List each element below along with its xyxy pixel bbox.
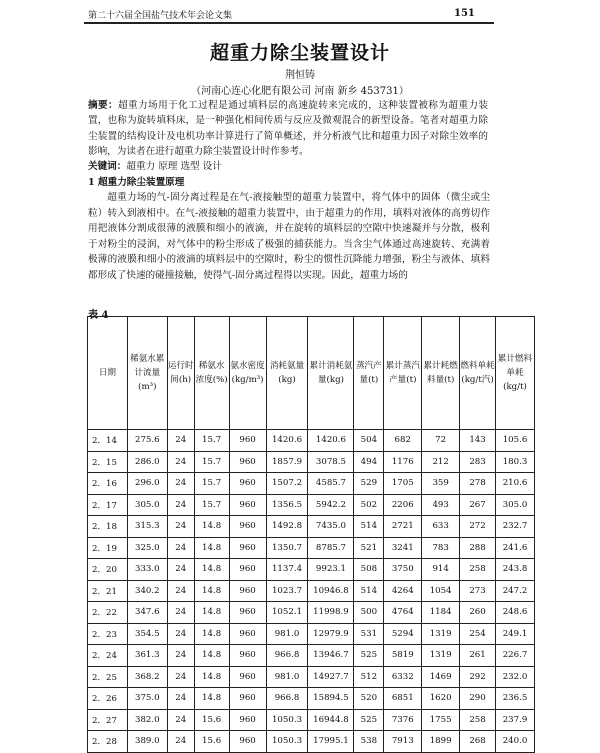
table-cell: 7376	[384, 709, 422, 731]
table-cell: 283	[460, 451, 496, 473]
table-cell: 389.0	[127, 731, 167, 753]
table-cell: 682	[384, 430, 422, 452]
table-cell: 11998.9	[308, 602, 354, 624]
keywords-label: 关键词：	[88, 161, 127, 172]
table-row	[88, 451, 535, 473]
table-cell: 2206	[384, 494, 422, 516]
table-cell: 24	[167, 494, 194, 516]
table-cell: 24	[167, 559, 194, 581]
table-cell: 268	[460, 731, 496, 753]
table-cell: 24	[167, 473, 194, 495]
table-cell: 2．17	[88, 494, 128, 516]
table-cell: 1857.9	[266, 451, 308, 473]
table-cell: 247.2	[496, 580, 535, 602]
header-rule	[84, 22, 494, 24]
table-cell: 325.0	[127, 537, 167, 559]
table-cell: 1050.3	[266, 709, 308, 731]
table-cell: 1350.7	[266, 537, 308, 559]
table-cell: 1899	[422, 731, 460, 753]
keywords	[88, 158, 222, 172]
table-cell: 333.0	[127, 559, 167, 581]
table-cell: 500	[354, 602, 384, 624]
table-cell: 16944.8	[308, 709, 354, 731]
table-cell: 1184	[422, 602, 460, 624]
table-cell: 529	[354, 473, 384, 495]
table-cell: 966.8	[266, 645, 308, 667]
table-cell: 633	[422, 516, 460, 538]
table-cell: 981.0	[266, 623, 308, 645]
table-cell: 960	[229, 731, 266, 753]
table-cell: 1705	[384, 473, 422, 495]
table-cell: 273	[460, 580, 496, 602]
table-cell: 2721	[384, 516, 422, 538]
table-cell: 288	[460, 537, 496, 559]
table-cell: 14.8	[194, 516, 229, 538]
table-cell: 286.0	[127, 451, 167, 473]
table-cell: 14.8	[194, 688, 229, 710]
table-cell: 359	[422, 473, 460, 495]
table-cell: 960	[229, 451, 266, 473]
table-cell: 15894.5	[308, 688, 354, 710]
table-body	[88, 430, 535, 753]
table-cell: 249.1	[496, 623, 535, 645]
table-row	[88, 602, 535, 624]
table-cell: 24	[167, 688, 194, 710]
table-cell: 1507.2	[266, 473, 308, 495]
table-cell: 1319	[422, 623, 460, 645]
table-cell: 272	[460, 516, 496, 538]
table-cell: 2．22	[88, 602, 128, 624]
table-cell: 1054	[422, 580, 460, 602]
affiliation: （河南心连心化肥有限公司 河南 新乡 453731）	[191, 86, 409, 97]
running-header: 第二十六届全国盐气技术年会论文集	[88, 11, 233, 21]
table-cell: 521	[354, 537, 384, 559]
table-header-row	[88, 317, 535, 430]
table-cell: 361.3	[127, 645, 167, 667]
table-cell: 4585.7	[308, 473, 354, 495]
table-row	[88, 516, 535, 538]
table-cell: 1420.6	[266, 430, 308, 452]
table-cell: 2．15	[88, 451, 128, 473]
table-cell: 6851	[384, 688, 422, 710]
header-cell: 燃料单耗(kg/t汽)	[460, 317, 496, 430]
table-cell: 783	[422, 537, 460, 559]
header-cell: 蒸汽产量(t)	[354, 317, 384, 430]
table-cell: 241.6	[496, 537, 535, 559]
table-cell: 494	[354, 451, 384, 473]
table-cell: 538	[354, 731, 384, 753]
table-cell: 258	[460, 709, 496, 731]
table-cell: 368.2	[127, 666, 167, 688]
article-title: 超重力除尘装置设计	[209, 42, 390, 64]
table-cell: 347.6	[127, 602, 167, 624]
table-cell: 960	[229, 473, 266, 495]
table-cell: 981.0	[266, 666, 308, 688]
table-cell: 248.6	[496, 602, 535, 624]
table-cell: 14927.7	[308, 666, 354, 688]
table-cell: 210.6	[496, 473, 535, 495]
table-cell: 24	[167, 623, 194, 645]
table-cell: 258	[460, 559, 496, 581]
table-cell: 3241	[384, 537, 422, 559]
table-cell: 1050.3	[266, 731, 308, 753]
table-cell: 2．27	[88, 709, 128, 731]
table-row	[88, 623, 535, 645]
table-cell: 292	[460, 666, 496, 688]
header-cell: 稀氨水浓度(%)	[194, 317, 229, 430]
table-cell: 15.7	[194, 494, 229, 516]
table-cell: 520	[354, 688, 384, 710]
table-cell: 13946.7	[308, 645, 354, 667]
table-cell: 1620	[422, 688, 460, 710]
table-cell: 1469	[422, 666, 460, 688]
header-cell: 累计燃料单耗(kg/t)	[496, 317, 535, 430]
table-cell: 2．16	[88, 473, 128, 495]
table-cell: 375.0	[127, 688, 167, 710]
header-cell: 累计耗燃料量(t)	[422, 317, 460, 430]
table-cell: 8785.7	[308, 537, 354, 559]
table-cell: 24	[167, 537, 194, 559]
table-cell: 267	[460, 494, 496, 516]
table-row	[88, 494, 535, 516]
table-cell: 14.8	[194, 602, 229, 624]
header-cell: 累计消耗氨量(kg)	[308, 317, 354, 430]
table-cell: 960	[229, 623, 266, 645]
header-cell: 氨水密度(kg/m³)	[229, 317, 266, 430]
table-cell: 14.8	[194, 559, 229, 581]
table-cell: 24	[167, 709, 194, 731]
header-cell: 日期	[88, 317, 128, 430]
table-cell: 105.6	[496, 430, 535, 452]
table-cell: 24	[167, 645, 194, 667]
table-cell: 212	[422, 451, 460, 473]
data-table	[87, 316, 535, 753]
table-cell: 512	[354, 666, 384, 688]
table-cell: 960	[229, 666, 266, 688]
table-caption: 表 4	[88, 310, 109, 321]
abstract-label: 摘要：	[88, 100, 119, 111]
table-cell: 4264	[384, 580, 422, 602]
table-cell: 960	[229, 494, 266, 516]
table-cell: 17995.1	[308, 731, 354, 753]
table-row	[88, 666, 535, 688]
table-cell: 960	[229, 430, 266, 452]
table-row	[88, 580, 535, 602]
table-cell: 305.0	[496, 494, 535, 516]
table-row	[88, 709, 535, 731]
table-cell: 5942.2	[308, 494, 354, 516]
table-cell: 15.7	[194, 473, 229, 495]
table-cell: 960	[229, 645, 266, 667]
table-cell: 493	[422, 494, 460, 516]
table-row	[88, 537, 535, 559]
table-cell: 2．14	[88, 430, 128, 452]
table-cell: 14.8	[194, 537, 229, 559]
table-cell: 2．23	[88, 623, 128, 645]
table-cell: 2．20	[88, 559, 128, 581]
table-cell: 1023.7	[266, 580, 308, 602]
table-cell: 3750	[384, 559, 422, 581]
table-cell: 525	[354, 709, 384, 731]
table-cell: 382.0	[127, 709, 167, 731]
table-cell: 226.7	[496, 645, 535, 667]
keywords-text: 超重力 原理 选型 设计	[126, 161, 222, 172]
table-cell: 296.0	[127, 473, 167, 495]
table-cell: 305.0	[127, 494, 167, 516]
table-cell: 290	[460, 688, 496, 710]
table-cell: 1176	[384, 451, 422, 473]
table-cell: 232.0	[496, 666, 535, 688]
table-cell: 960	[229, 580, 266, 602]
table-row	[88, 430, 535, 452]
table-cell: 1755	[422, 709, 460, 731]
table-cell: 1420.6	[308, 430, 354, 452]
table-cell: 15.6	[194, 709, 229, 731]
table-cell: 24	[167, 602, 194, 624]
table-cell: 1492.8	[266, 516, 308, 538]
table-cell: 1319	[422, 645, 460, 667]
table-cell: 340.2	[127, 580, 167, 602]
table-cell: 7435.0	[308, 516, 354, 538]
table-cell: 1356.5	[266, 494, 308, 516]
table-cell: 24	[167, 451, 194, 473]
table-cell: 502	[354, 494, 384, 516]
table-cell: 7913	[384, 731, 422, 753]
table-cell: 143	[460, 430, 496, 452]
table-cell: 14.8	[194, 580, 229, 602]
table-cell: 237.9	[496, 709, 535, 731]
table-cell: 514	[354, 516, 384, 538]
table-cell: 243.8	[496, 559, 535, 581]
table-cell: 966.8	[266, 688, 308, 710]
table-cell: 960	[229, 709, 266, 731]
table-cell: 1137.4	[266, 559, 308, 581]
table-cell: 10946.8	[308, 580, 354, 602]
table-cell: 278	[460, 473, 496, 495]
header-cell: 累计蒸汽产量(t)	[384, 317, 422, 430]
table-cell: 232.7	[496, 516, 535, 538]
table-cell: 14.8	[194, 666, 229, 688]
table-cell: 24	[167, 731, 194, 753]
table-cell: 508	[354, 559, 384, 581]
header-cell: 运行时间(h)	[167, 317, 194, 430]
table-cell: 514	[354, 580, 384, 602]
table-row	[88, 559, 535, 581]
table-row	[88, 473, 535, 495]
table-cell: 1052.1	[266, 602, 308, 624]
table-cell: 261	[460, 645, 496, 667]
table-cell: 960	[229, 559, 266, 581]
table-cell: 260	[460, 602, 496, 624]
table-cell: 2．19	[88, 537, 128, 559]
table-cell: 12979.9	[308, 623, 354, 645]
table-cell: 24	[167, 666, 194, 688]
table-cell: 2．18	[88, 516, 128, 538]
table-cell: 4764	[384, 602, 422, 624]
table-cell: 24	[167, 516, 194, 538]
table-cell: 2．25	[88, 666, 128, 688]
body-paragraph: 超重力场的气-固分离过程是在气-液接触型的超重力装置中，将气体中的固体（微尘或尘粒）转入到液相中。在气-液接触的超重力装置中，由于超重力的作用，填料对液体的高剪切作用把液体分割成很薄的液膜和细小的液滴，并在旋转的填料层的空隙中快速凝并与分散，极利于对粉尘的浸润，对气体中的粉尘形成了极强的捕获能力。当含尘气体通过高速旋转、充满着极薄的液膜和细小的液滴的填料层中的空隙时，粉尘的惯性沉降能力增强，粉尘与液体、填料都形成了快速的碰撞接触，使得气-固分离过程得以实现。因此，超重力场的	[88, 192, 490, 281]
page-number: 151	[454, 8, 475, 19]
table-cell: 9923.1	[308, 559, 354, 581]
table-cell: 15.7	[194, 451, 229, 473]
table-cell: 5294	[384, 623, 422, 645]
table-cell: 236.5	[496, 688, 535, 710]
table-cell: 15.6	[194, 731, 229, 753]
table-cell: 24	[167, 580, 194, 602]
table-cell: 2．24	[88, 645, 128, 667]
table-cell: 15.7	[194, 430, 229, 452]
table-cell: 180.3	[496, 451, 535, 473]
header-cell: 消耗氨量(kg)	[266, 317, 308, 430]
table-cell: 275.6	[127, 430, 167, 452]
abstract	[88, 98, 488, 160]
table-cell: 914	[422, 559, 460, 581]
table-row	[88, 645, 535, 667]
table-cell: 354.5	[127, 623, 167, 645]
table-cell: 24	[167, 430, 194, 452]
table-cell: 2．21	[88, 580, 128, 602]
table-cell: 5819	[384, 645, 422, 667]
section-heading: 1 超重力除尘装置原理	[88, 177, 185, 188]
table-cell: 6332	[384, 666, 422, 688]
table-row	[88, 688, 535, 710]
table-cell: 531	[354, 623, 384, 645]
table-cell: 3078.5	[308, 451, 354, 473]
table-cell: 2．28	[88, 731, 128, 753]
table-cell: 960	[229, 602, 266, 624]
abstract-text: 超重力场用于化工过程是通过填料层的高速旋转来完成的，这种装置被称为超重力装置，也称为旋转填料床，是一种强化相间传质与反应及微观混合的新型设备。笔者对超重力除尘装置的结构设计及电机功率计算进行了简单概述，并分析液气比和超重力因子对除尘效率的影响，为读者在进行超重力除尘装置设计时作参考。	[88, 100, 488, 158]
table-cell: 960	[229, 688, 266, 710]
table-cell: 504	[354, 430, 384, 452]
table-cell: 960	[229, 537, 266, 559]
author: 荆恒铸	[285, 70, 315, 81]
table-cell: 254	[460, 623, 496, 645]
header-cell: 稀氨水累计流量(m³)	[127, 317, 167, 430]
table-cell: 960	[229, 516, 266, 538]
table-cell: 72	[422, 430, 460, 452]
table-cell: 525	[354, 645, 384, 667]
table-row	[88, 731, 535, 753]
table-cell: 14.8	[194, 623, 229, 645]
table-cell: 315.3	[127, 516, 167, 538]
table-cell: 14.8	[194, 645, 229, 667]
table-cell: 240.0	[496, 731, 535, 753]
table-cell: 2．26	[88, 688, 128, 710]
